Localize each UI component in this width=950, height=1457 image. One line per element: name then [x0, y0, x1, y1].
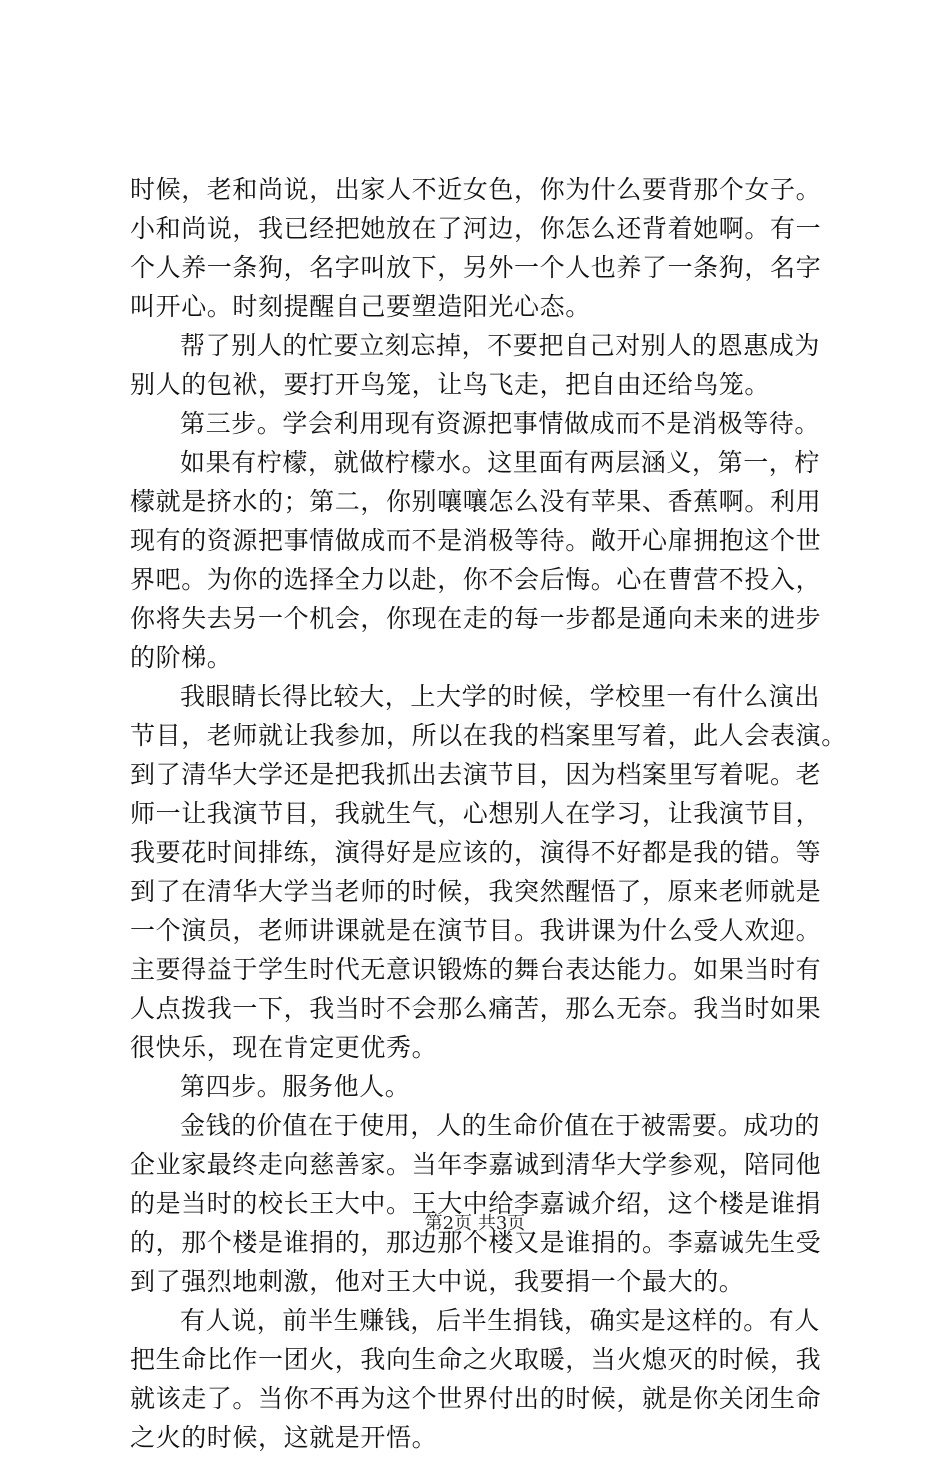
text-line: 人点拨我一下，我当时不会那么痛苦，那么无奈。我当时如果	[130, 994, 822, 1023]
text-line: 之火的时候，这就是开悟。	[130, 1423, 438, 1452]
text-line: 一个演员，老师讲课就是在演节目。我讲课为什么受人欢迎。	[130, 916, 822, 945]
text-line: 我要花时间排练，演得好是应该的，演得不好都是我的错。等	[130, 838, 822, 867]
text-line: 主要得益于学生时代无意识锻炼的舞台表达能力。如果当时有	[130, 955, 822, 984]
text-line: 第三步。学会利用现有资源把事情做成而不是消极等待。	[180, 409, 821, 438]
text-line: 如果有柠檬，就做柠檬水。这里面有两层涵义，第一，柠	[180, 448, 821, 477]
text-line: 的是当时的校长王大中。王大中给李嘉诚介绍，这个楼是谁捐	[130, 1189, 822, 1218]
text-line: 把生命比作一团火，我向生命之火取暖，当火熄灭的时候，我	[130, 1345, 822, 1374]
text-line: 到了在清华大学当老师的时候，我突然醒悟了，原来老师就是	[130, 877, 822, 906]
text-line: 的，那个楼是谁捐的，那边那个楼又是谁捐的。李嘉诚先生受	[130, 1228, 822, 1257]
text-line: 檬就是挤水的；第二，你别嚷嚷怎么没有苹果、香蕉啊。利用	[130, 487, 822, 516]
text-line: 有人说，前半生赚钱，后半生捐钱，确实是这样的。有人	[180, 1306, 821, 1335]
text-line: 界吧。为你的选择全力以赴，你不会后悔。心在曹营不投入，	[130, 565, 822, 594]
text-line: 帮了别人的忙要立刻忘掉，不要把自己对别人的恩惠成为	[180, 331, 821, 360]
text-line: 师一让我演节目，我就生气，心想别人在学习，让我演节目，	[130, 799, 822, 828]
document-body	[130, 170, 847, 1457]
text-line: 时候，老和尚说，出家人不近女色，你为什么要背那个女子。	[130, 175, 822, 204]
text-line: 节目，老师就让我参加，所以在我的档案里写着，此人会表演。	[130, 721, 847, 750]
text-line: 就该走了。当你不再为这个世界付出的时候，就是你关闭生命	[130, 1384, 822, 1413]
text-line: 企业家最终走向慈善家。当年李嘉诚到清华大学参观，陪同他	[130, 1150, 822, 1179]
text-line: 金钱的价值在于使用，人的生命价值在于被需要。成功的	[180, 1111, 821, 1140]
page-footer: 第2页 共3页	[424, 1213, 526, 1234]
text-line: 现有的资源把事情做成而不是消极等待。敞开心扉拥抱这个世	[130, 526, 822, 555]
text-line: 别人的包袱，要打开鸟笼，让鸟飞走，把自由还给鸟笼。	[130, 370, 771, 399]
text-line: 个人养一条狗，名字叫放下，另外一个人也养了一条狗，名字	[130, 253, 822, 282]
text-line: 到了清华大学还是把我抓出去演节目，因为档案里写着呢。老	[130, 760, 822, 789]
text-line: 很快乐，现在肯定更优秀。	[130, 1033, 438, 1062]
text-line: 你将失去另一个机会，你现在走的每一步都是通向未来的进步	[130, 604, 822, 633]
text-line: 小和尚说，我已经把她放在了河边，你怎么还背着她啊。有一	[130, 214, 822, 243]
text-line: 到了强烈地刺激，他对王大中说，我要捐一个最大的。	[130, 1267, 745, 1296]
text-line: 的阶梯。	[130, 643, 233, 672]
text-line: 叫开心。时刻提醒自己要塑造阳光心态。	[130, 292, 591, 321]
text-line: 我眼睛长得比较大，上大学的时候，学校里一有什么演出	[180, 682, 821, 711]
text-line: 第四步。服务他人。	[180, 1072, 411, 1101]
